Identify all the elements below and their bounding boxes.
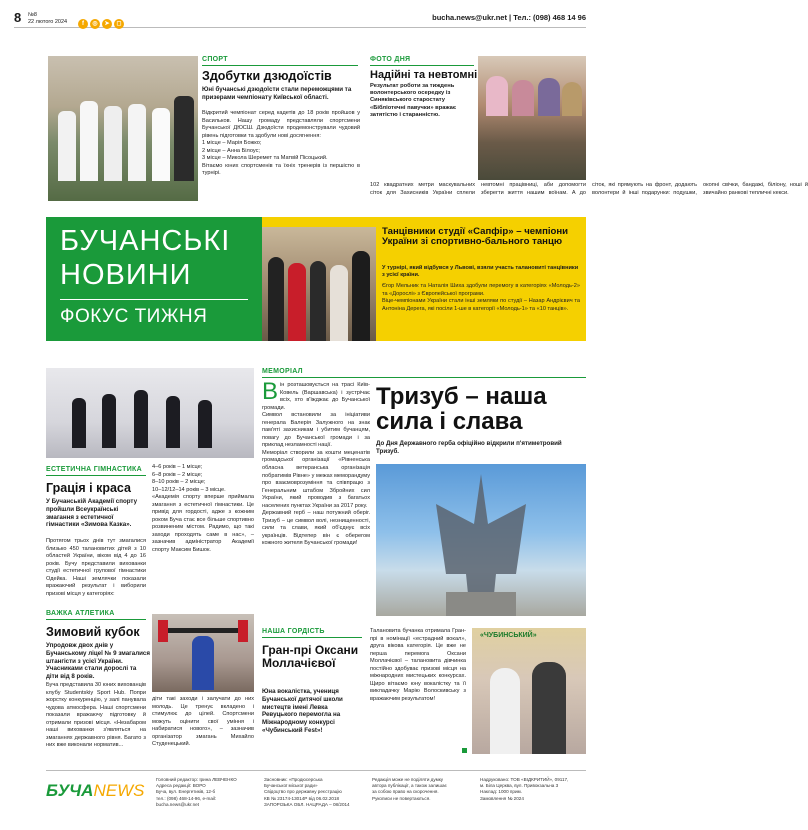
sport-outro: Вітаємо юних спортсменів та їхніх тренерів із першістю в турнірі. xyxy=(202,162,360,177)
sport-result-1: 1 місце – Марія Божко; xyxy=(202,140,262,147)
athletics-body: Буча представила 30 юних вихованців клубу Studentskiy Sport Hub. Попри жорстку конкуренцію, у залі панувала чудова атмосфера. Наші спортсмени показали вражаючу підготовку й отримали призові місця. «Незабаром наші вихованки з'являться на змаганнях державного рівня. Багато з них вже виконали норматив... xyxy=(46,682,146,749)
footer-text: м. Біла Церква, вул. Привокзальна 3 xyxy=(480,783,559,789)
memorial-body xyxy=(262,378,370,548)
weightlifting-photo xyxy=(152,614,254,692)
footer-text: Наклад: 1000 прим. xyxy=(480,789,522,795)
instagram-icon[interactable]: ◻ xyxy=(114,19,124,29)
gymnastics-body: Протягом трьох днів тут змагалися близько 450 талановитих дітей з 10 областей України, віком від 4 до 16 років. Бучу представили вихованки студії естетичної групової гімнастики Одейка. Наші землячки показали вражаючий результат і виборили призові місця у категоріях: xyxy=(46,538,146,597)
page-header xyxy=(14,10,586,28)
gymnastics-outro: «Академія спорту вперше приймала змагання з естетичної гімнастики. Це привід для гордості, адже з кожним роком Буча стає все більше спортивно розвиненим містом. Радимо, що такі заходи проходять саме в нас», – зазначив адміністратор Академії спорту Максим Бишок. xyxy=(152,494,254,554)
footer-text: Рукописи не повертаються. xyxy=(372,795,431,801)
sport-result-3: 3 місце – Микола Шеремет та Матвій Пісоцький. xyxy=(202,155,328,162)
footer-text: за собою право на скорочення. xyxy=(372,789,439,795)
athletics-body-2: діти такі заходи і залучати до них молодь. Це тренує вкладено і стимулює до цілей. Спортсмени можуть оцінити свої уміння і набиратися нового», – зазначив організатор змагань Михайло Студенецький. xyxy=(152,696,254,748)
footer xyxy=(46,770,586,818)
singer-sign: «ЧУБИНСЬКИЙ» xyxy=(480,632,537,639)
banner-lead: У турнірі, який відбувся у Львові, взяли участь талановиті танцівники з усієї країни. xyxy=(382,265,579,278)
gymnastics-rubric: ЕСТЕТИЧНА ГІМНАСТИКА xyxy=(46,466,146,476)
banner-line-1: БУЧАНСЬКІ xyxy=(60,225,231,257)
photo-day-title: Надійні та невтомні xyxy=(370,69,478,81)
memorial-dropcap: В xyxy=(262,378,279,405)
sport-body xyxy=(202,110,360,178)
banner-title: Танцівники студії «Сапфір» – чемпіони України зі спортивно-бального танцю xyxy=(382,226,569,248)
photo-day-lead: Результат роботи за тиждень волонтерського осередку із Синяківського старостату «Бібліотечні павучки» вражає затятістю і старанністю. xyxy=(370,83,457,118)
end-marker xyxy=(462,748,467,753)
sport-body-text: Відкритий чемпіонат серед кадетів до 18 років пройшов у Васильков. Нашу громаду представляли спортсмени Бучанської ДЮСШ. Дзюдоїсти продемонстрували чудовий рівень підготовки та здобули нові досягнення: xyxy=(202,110,360,139)
sport-result-2: 2 місце – Анна Білоус; xyxy=(202,147,260,154)
footer-text: Головний редактор: Ірина ЛЕВЧЕНКО xyxy=(156,777,237,782)
athletics-article xyxy=(46,610,254,770)
footer-text: тел.: (098) 468-14-96, e-mail: bucha.news@ukr.net xyxy=(156,795,217,807)
memorial-title: Тризуб – наша сила і слава xyxy=(376,383,547,436)
page-number: 8 xyxy=(14,10,22,25)
gymnastics-result-3: 8–10 років – 2 місце; xyxy=(152,479,206,486)
singer-photo xyxy=(472,628,586,754)
memorial-article xyxy=(262,368,586,618)
facebook-icon[interactable]: f xyxy=(78,19,88,29)
dancers-photo xyxy=(262,227,376,341)
memorial-rubric: МЕМОРІАЛ xyxy=(262,368,586,378)
footer-text: Надруковано: ТОВ «ВІДКРИТИЙ», 09117, xyxy=(480,777,569,782)
issue-number: №8 xyxy=(28,12,37,18)
gymnastics-title: Грація і краса xyxy=(46,481,131,495)
banner-body-1: Єгор Мельник та Наталія Шиха здобули перемогу в категоріях «Молодь-2» та «Дорослі» з Європейської програми. xyxy=(382,283,580,297)
footer-logo xyxy=(46,781,144,801)
pride-rubric: НАША ГОРДІСТЬ xyxy=(262,628,362,638)
pride-title: Гран-прі Оксани Моллачієвої xyxy=(262,643,359,670)
memorial-body-1: ін розташовується на трасі Київ-Ковель (Варшавська) і зустрічає всіх, хто в'їжджає до Бучанської громади. xyxy=(262,382,370,411)
photo-day-article xyxy=(370,56,808,206)
gymnastics-article xyxy=(46,368,254,608)
banner-body-2: Віце-чемпіонами України стали інші земляки по студії – Назар Андрієвич та Антоніна Дерега, які посіли 1-ше в категорії «Молодь-1» та «10 танців». xyxy=(382,298,580,312)
banner-divider xyxy=(60,299,248,300)
footer-text: КВ № 23174-13014Р від 06.02.2018 xyxy=(264,795,340,801)
viber-icon[interactable]: ◎ xyxy=(90,19,100,29)
memorial-body-2: Символ встановили за ініціативи генерала Валерія Залужного на знак пам'яті захисникам і убитим бучанцям, повагу до Бучанської громади і за приклад незламності нації. xyxy=(262,412,370,449)
memorial-body-3: Меморіал створили за кошти меценатів громадської організації «Рівненська обласна ветеранська організація побратимів Рівне» у межах меморандуму про взаємоврозуміння та співпрацю з Генеральним штабом Збройних сил України, який проводив з багатьох населених пунктах України за 2017 року. xyxy=(262,449,370,509)
telegram-icon[interactable]: ➤ xyxy=(102,19,112,29)
pride-lead: Юна вокалістка, учениця Бучанської дитячої школи мистецтв імені Левка Ревуцького перемогла на Міжнародному конкурсі «Чубинський Fest»! xyxy=(262,688,343,734)
photo-day-body: 102 квадратних метри маскувальних сіток для Захисників України сплели невтомні працівниці, аби допомогти зберегти життя нашим воїнам. А до сіток, які прямують на фронт, додають волонтери й інші подарунки: подушки, окопні свічки, бандажі, біліону, ноші й звичайно ранкові тепличні кекси. xyxy=(370,182,808,196)
trident-photo xyxy=(376,464,586,616)
athletics-lead: Упродовж двох днів у Бучанському ліцеї № 9 змагалися штангісти з усієї України. Учасниками стали дорослі та діти від 8 років. xyxy=(46,642,150,680)
judo-photo xyxy=(48,56,198,201)
gymnastics-result-2: 6–8 років – 2 місце; xyxy=(152,471,203,478)
header-contact: bucha.news@ukr.net | Тел.: (098) 468 14 96 xyxy=(432,13,586,22)
footer-text: Засновник: «Продюсерська xyxy=(264,777,323,782)
footer-col-1 xyxy=(156,777,256,808)
gymnastics-result-4: 10–12/12–14 років – 3 місце. xyxy=(152,486,226,493)
footer-text: Адреса редакції: ВОРО xyxy=(156,783,206,789)
gymnastics-col2 xyxy=(152,464,254,555)
gymnastics-photo xyxy=(46,368,254,458)
sport-lead: Юні бучанські дзюдоїсти стали переможцями та призерами чемпіонату Київської області. xyxy=(202,86,352,101)
trident-icon xyxy=(376,464,586,616)
photo-day-rubric: ФОТО ДНЯ xyxy=(370,56,474,66)
footer-logo-part-2: NEWS xyxy=(93,781,145,800)
athletics-rubric: ВАЖКА АТЛЕТИКА xyxy=(46,610,146,620)
footer-text: Бучанської міської ради» xyxy=(264,783,318,789)
gymnastics-result-1: 4–6 років – 1 місце; xyxy=(152,464,203,470)
banner-brand xyxy=(46,217,262,341)
footer-text: автора публікації, а також залишає xyxy=(372,783,447,789)
issue-info xyxy=(28,12,67,25)
gymnastics-lead: У Бучанській Академії спорту пройшли Всеукраїнські змагання з естетичної гімнастики «Зимова Казка». xyxy=(46,498,138,529)
memorial-body-4: Державний герб – наш потужний оберіг. Тризуб – це символ волі, незнищенності, сили та слави, який об'єднує всіх українців. Відтепер він є оберегом кожного жителя Бучанської громади! xyxy=(262,510,370,547)
sport-title: Здобутки дзюдоїстів xyxy=(202,69,332,83)
footer-col-2 xyxy=(264,777,364,808)
footer-logo-part-1: БУЧА xyxy=(46,781,94,800)
footer-col-3 xyxy=(372,777,472,802)
footer-text: Свідоцтво про державну реєстрацію xyxy=(264,789,342,795)
sport-rubric: СПОРТ xyxy=(202,56,358,66)
banner-line-3: ФОКУС ТИЖНЯ xyxy=(60,306,208,327)
banner-line-2: НОВИНИ xyxy=(60,259,192,291)
pride-article xyxy=(262,628,586,768)
footer-col-4 xyxy=(480,777,586,802)
footer-text: ЗАПОРІЗЬКА ОБЛ. НАЦРАДА – 08/2014 xyxy=(264,801,350,807)
banner-dance xyxy=(262,217,586,341)
athletics-title: Зимовий кубок xyxy=(46,625,140,639)
footer-text: Буча, вул. Енергетиків, 12-б xyxy=(156,789,216,795)
issue-date: 22 лютого 2024 xyxy=(28,18,68,25)
pride-body: Талановита бучанка отримала Гран-прі в номінації «естрадний вокал», друга вікова категорія. Це вже не перша перемога Оксани Моллачієвої – талановита дівчинка постійно здобуває призові місця на міжнародних мистецьких конкурсах. Щиро вітаємо юну вокалістку та її викладачку Марію Волоскивську з вражаючим результатом! xyxy=(370,628,466,702)
footer-text: Редакція може не поділяти думку xyxy=(372,777,444,782)
sport-article xyxy=(14,56,364,206)
social-icons xyxy=(78,12,126,30)
memorial-lead: До Дня Державного герба офіційно відкрили п'ятиметровий Тризуб. xyxy=(376,440,562,455)
footer-text: Замовлення № 2024 xyxy=(480,795,524,801)
banner-body xyxy=(382,283,580,313)
